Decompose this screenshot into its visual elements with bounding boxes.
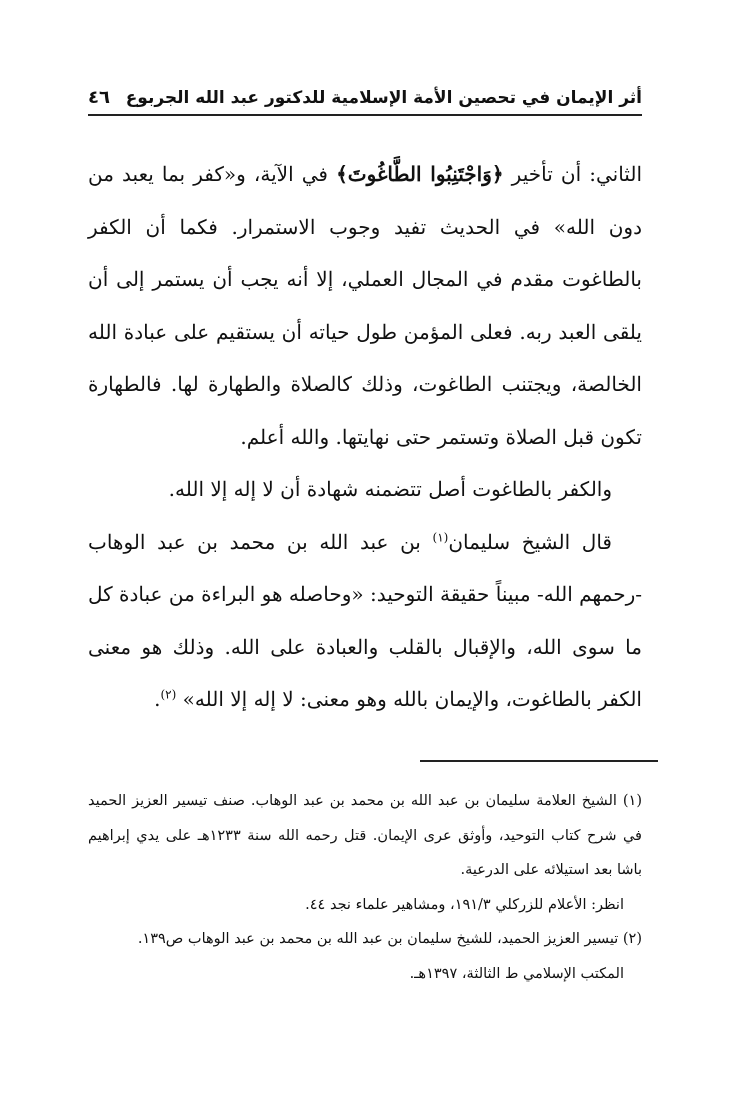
- footnote-2-publisher: المكتب الإسلامي ط الثالثة، ١٣٩٧هـ.: [409, 965, 624, 982]
- page-number: ٤٦: [88, 87, 110, 108]
- footnote-ref-1[interactable]: (١): [432, 529, 449, 544]
- paragraph-3-quote: بن عبد الله بن محمد بن عبد الوهاب -رحمهم الله- مبيناً حقيقة التوحيد: «وحاصله هو البراءة من عبادة كل ما سوى الله، والإقبال بالقلب والعبادة على الله. وذلك هو معنى الكفر بالطاغوت، والإيمان بالله وهو معنى: لا إله إلا الله»: [88, 529, 642, 711]
- footnote-2: (٢) تيسير العزيز الحميد، للشيخ سليمان بن عبد الله بن محمد بن عبد الوهاب ص١٣٩.: [137, 931, 642, 947]
- footnote-separator: [420, 760, 658, 762]
- paragraph-1-rest: في الآية، و«كفر بما يعبد من دون الله» في الحديث تفيد وجوب الاستمرار. فكما أن الكفر بالطاغوت مقدم في المجال العملي، إلا أنه يجب أن يستمر إلى أن يلقى العبد ربه. فعلى المؤمن طول حياته أن يستقيم على عبادة الله الخالصة، ويجتنب الطاغوت، وذلك كالصلاة والطهارة لها. فالطهارة تكون قبل الصلاة وتستمر حتى نهايتها. والله أعلم.: [88, 162, 642, 449]
- footnote-1-source: انظر: الأعلام للزركلي ١٩١/٣، ومشاهير علماء نجد ٤٤.: [305, 896, 624, 913]
- quran-verse: ﴿وَاجْتَنِبُوا الطَّاغُوتَ﴾: [336, 162, 504, 186]
- footnote-ref-2[interactable]: (٢): [160, 687, 177, 702]
- paragraph-3-start: قال الشيخ سليمان: [448, 529, 612, 554]
- running-header: [88, 82, 642, 108]
- paragraph-2: والكفر بالطاغوت أصل تتضمنه شهادة أن لا إله إلا الله.: [168, 477, 612, 501]
- footnote-1: (١) الشيخ العلامة سليمان بن عبد الله بن محمد بن عبد الوهاب. صنف تيسير العزيز الحميد في شرح كتاب التوحيد، وأوثق عرى الإيمان. قتل رحمه الله سنة ١٢٣٣هـ على يدي إبراهيم باشا بعد استيلائه على الدرعية.: [88, 793, 642, 878]
- header-rule: [88, 114, 642, 116]
- paragraph-1: [88, 148, 642, 463]
- paragraph-3: [88, 516, 642, 726]
- header-title: أثر الإيمان في تحصين الأمة الإسلامية للدكتور عبد الله الجربوع: [125, 88, 642, 108]
- main-text: [88, 148, 642, 726]
- paragraph-3-end: .: [154, 687, 161, 711]
- footnotes: [88, 784, 642, 991]
- paragraph-1-start: الثاني: أن تأخير: [503, 162, 642, 186]
